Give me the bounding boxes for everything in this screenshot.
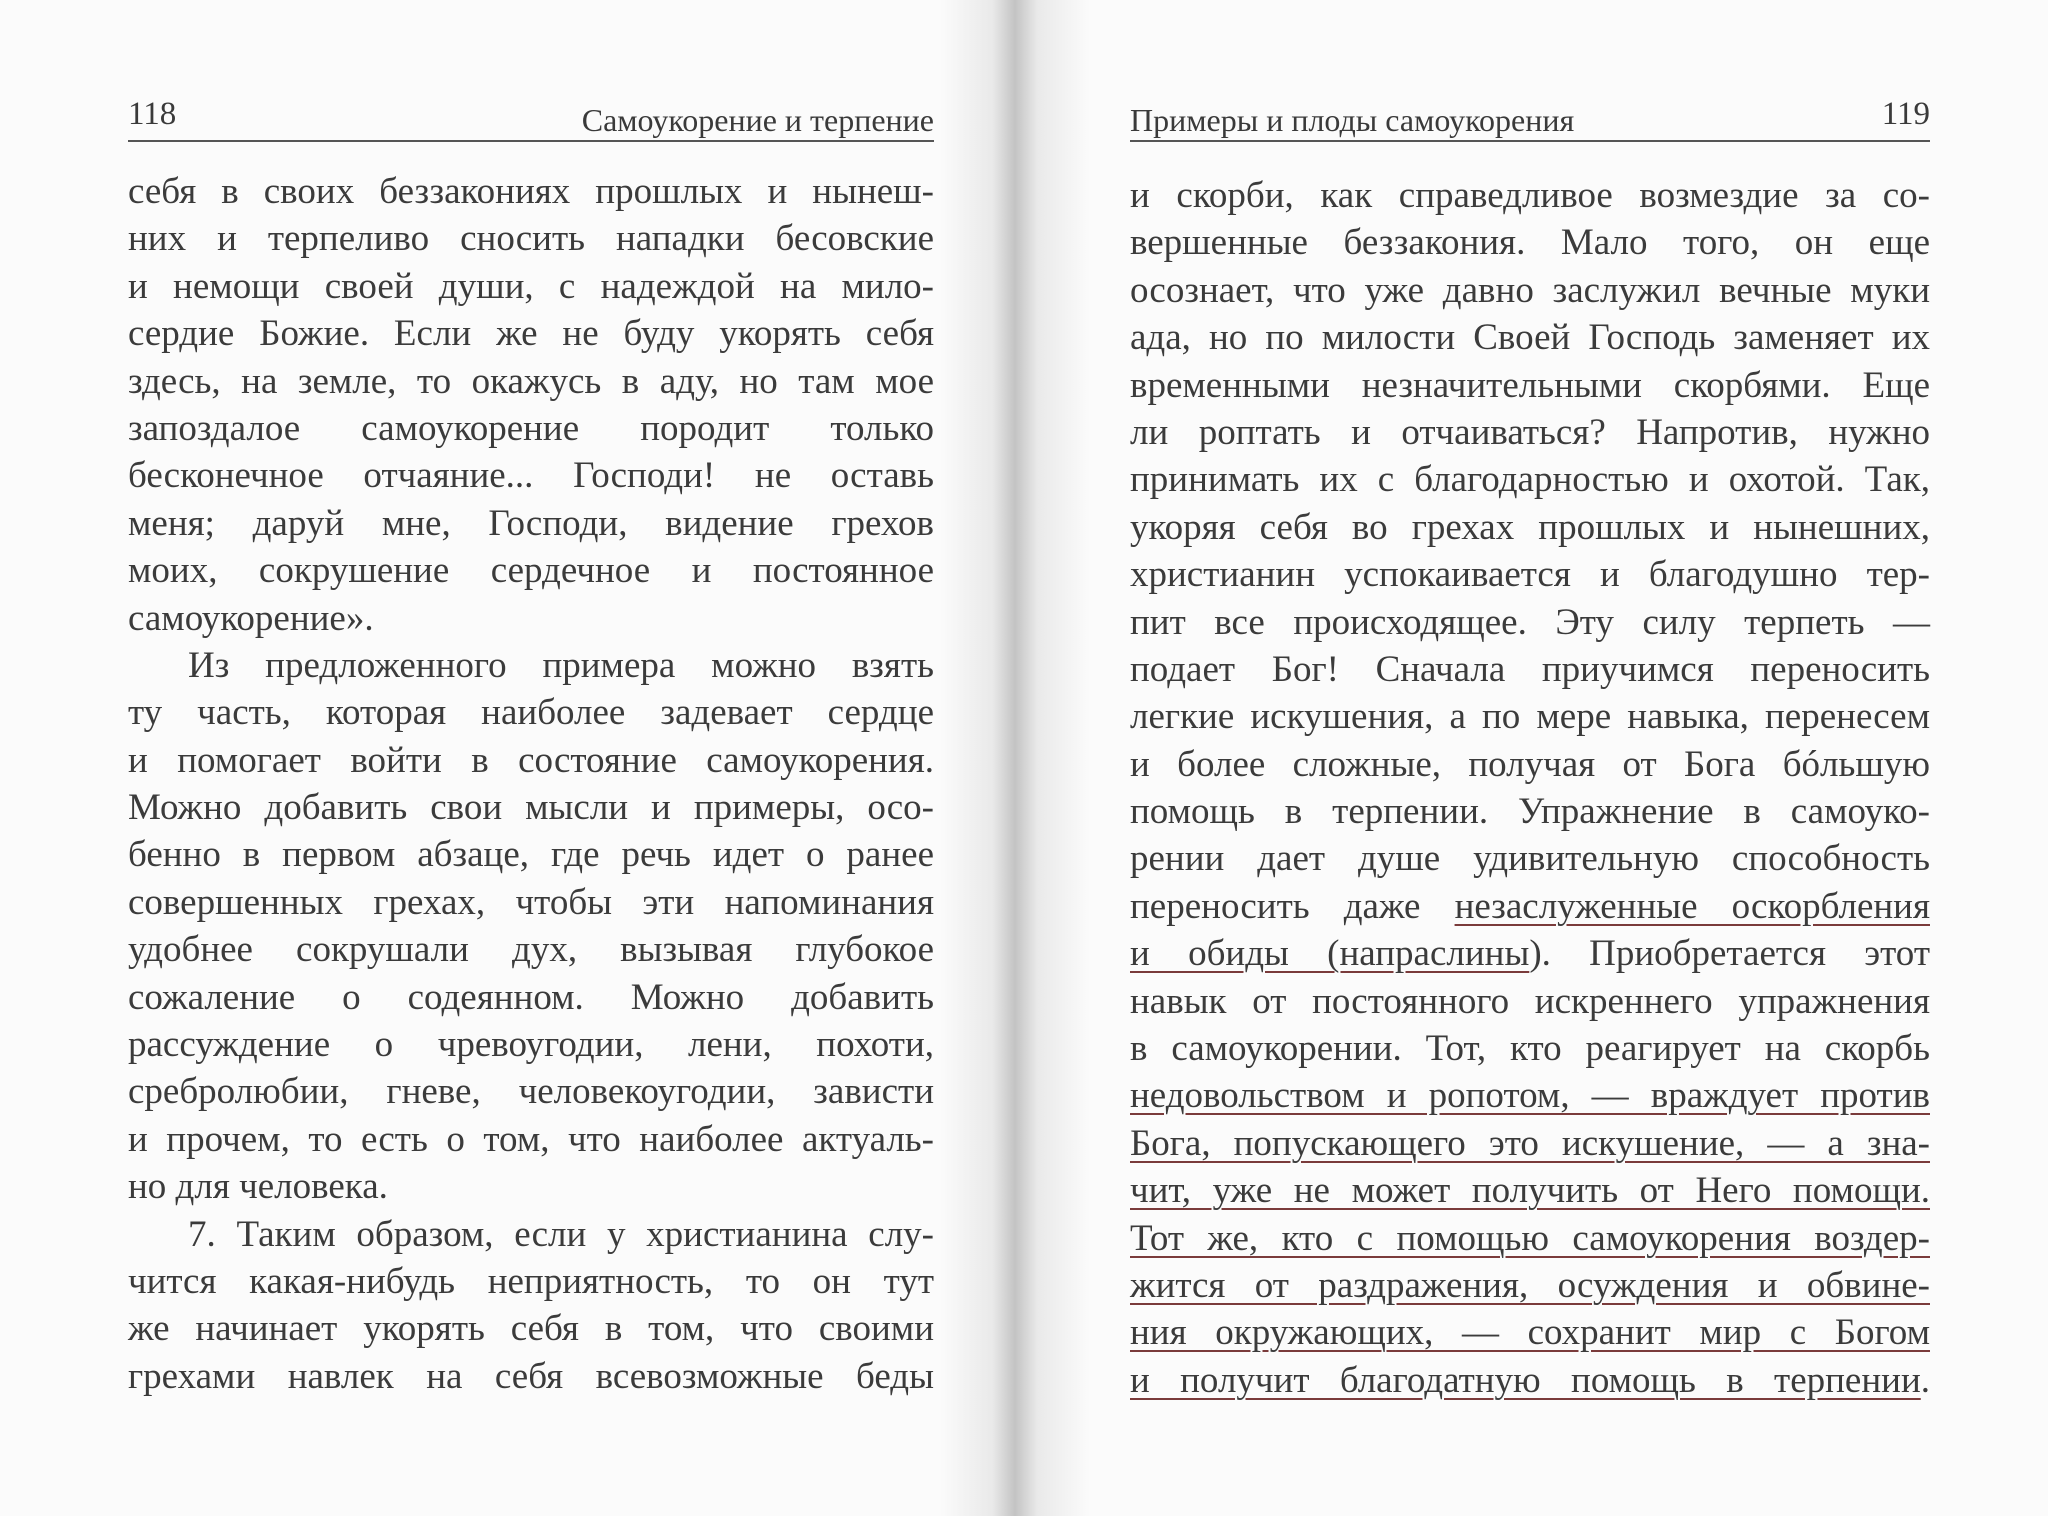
left-page bbox=[0, 0, 1000, 1516]
right-page-body bbox=[1130, 172, 1930, 1404]
text-line: чится какая-нибудь неприятность, то он тут bbox=[128, 1260, 934, 1302]
text-line: христианин успокаивается и благодушно тер- bbox=[1130, 554, 1930, 596]
text-line: подает Бог! Сначала приучимся переносить bbox=[1130, 648, 1930, 690]
left-page-header bbox=[128, 96, 934, 142]
right-page-header bbox=[1130, 96, 1930, 142]
text-line bbox=[1130, 1262, 1930, 1309]
text-line: и помогает войти в состояние самоукорения. bbox=[128, 739, 934, 781]
left-running-title: Самоукорение и терпение bbox=[581, 102, 934, 138]
text-line: грехами навлек на себя всевозможные беды bbox=[128, 1355, 934, 1397]
underlined-text: и обиды (напраслины bbox=[1130, 933, 1530, 975]
text-line: бесконечное отчаяние... Господи! не оставь bbox=[128, 455, 934, 497]
text-line: самоукорение». bbox=[128, 597, 374, 639]
text-line: помощь в терпении. Упражнение в самоуко- bbox=[1130, 791, 1930, 833]
text-line: совершенных грехах, чтобы эти напоминания bbox=[128, 881, 934, 923]
text-line: и прочем, то есть о том, что наиболее актуаль- bbox=[128, 1118, 934, 1160]
text-line: осознает, что уже давно заслужил вечные муки bbox=[1130, 269, 1930, 311]
text-line: рении дает душе удивительную способность bbox=[1130, 838, 1930, 880]
text-line bbox=[1130, 1072, 1930, 1119]
text-line: и скорби, как справедливое возмездие за со- bbox=[1130, 175, 1930, 216]
text-line bbox=[1130, 1120, 1930, 1167]
underlined-text: незаслуженные оскорбления bbox=[1454, 885, 1930, 927]
text-line: и немощи своей души, с надеждой на мило- bbox=[128, 265, 934, 307]
underlined-text: ния окружающих, — сохранит мир с Богом bbox=[1130, 1312, 1930, 1354]
text-line: 7. Таким образом, если у христианина слу- bbox=[188, 1213, 934, 1255]
text-line: сожаление о содеянном. Можно добавить bbox=[128, 976, 934, 1018]
text-line: вершенные беззакония. Мало того, он еще bbox=[1130, 222, 1930, 264]
text-line: ада, но по милости Своей Господь заменяет их bbox=[1130, 317, 1930, 359]
text-line: легкие искушения, а по мере навыка, перенесем bbox=[1130, 696, 1930, 738]
underlined-text: Бога, попускающего это искушение, — а зна- bbox=[1130, 1122, 1930, 1164]
text-line bbox=[1130, 1309, 1930, 1356]
right-page bbox=[1000, 0, 2048, 1516]
text-line: сердие Божие. Если же не буду укорять себя bbox=[128, 313, 934, 355]
underlined-text: чит, уже не может получить от Него помощи. bbox=[1130, 1170, 1930, 1212]
text-line: запоздалое самоукорение породит только bbox=[128, 407, 934, 449]
text-line bbox=[1130, 1357, 1930, 1404]
text-line: Из предложенного примера можно взять bbox=[188, 644, 934, 686]
text-line: принимать их с благодарностью и охотой. Так, bbox=[1130, 459, 1930, 501]
text-line: ту часть, которая наиболее задевает сердце bbox=[128, 692, 934, 734]
right-page-number: 119 bbox=[1881, 96, 1930, 132]
text-line: моих, сокрушение сердечное и постоянное bbox=[128, 550, 934, 592]
text-line: здесь, на земле, то окажусь в аду, но там мое bbox=[128, 360, 934, 402]
text-line bbox=[1130, 1167, 1930, 1214]
text-line: рассуждение о чревоугодии, лени, похоти, bbox=[128, 1024, 934, 1066]
text-line: же начинает укорять себя в том, что своими bbox=[128, 1308, 934, 1350]
text-line: удобнее сокрушали дух, вызывая глубокое bbox=[128, 929, 934, 971]
text-line: пит все происходящее. Эту силу терпеть — bbox=[1130, 601, 1930, 643]
text-line: укоряя себя во грехах прошлых и нынешних, bbox=[1130, 506, 1930, 548]
text-line: бенно в первом абзаце, где речь идет о ранее bbox=[128, 834, 934, 876]
underlined-text: жится от раздражения, осуждения и обвине- bbox=[1130, 1264, 1930, 1306]
underlined-text: недовольством и ропотом, — враждует против bbox=[1130, 1075, 1930, 1117]
text-line: ли роптать и отчаиваться? Напротив, нужно bbox=[1130, 411, 1930, 453]
text-line: навык от постоянного искреннего упражнения bbox=[1130, 980, 1930, 1022]
text-line: и более сложные, получая от Бога бóльшую bbox=[1130, 743, 1930, 785]
underlined-text: и получит благодатную помощь в терпении bbox=[1130, 1359, 1921, 1401]
left-page-body bbox=[128, 168, 934, 1400]
text-line: меня; даруй мне, Господи, видение грехов bbox=[128, 502, 934, 544]
text-segment: . bbox=[1920, 1359, 1930, 1401]
text-line: сребролюбии, гневе, человекоугодии, зависти bbox=[128, 1071, 934, 1113]
text-line: себя в своих беззакониях прошлых и нынеш- bbox=[128, 171, 934, 212]
underlined-text: Тот же, кто с помощью самоукорения воздер- bbox=[1130, 1217, 1930, 1259]
text-line: временными незначительными скорбями. Еще bbox=[1130, 364, 1930, 406]
text-line bbox=[1130, 883, 1930, 930]
left-page-number: 118 bbox=[128, 96, 177, 132]
text-line bbox=[1130, 1215, 1930, 1262]
text-segment: переносить даже bbox=[1130, 885, 1455, 927]
right-running-title: Примеры и плоды самоукорения bbox=[1130, 102, 1575, 138]
text-line bbox=[1130, 930, 1930, 977]
text-segment: ). Приобретается этот bbox=[1529, 933, 1930, 975]
text-line: в самоукорении. Тот, кто реагирует на скорбь bbox=[1130, 1028, 1930, 1070]
text-line: но для человека. bbox=[128, 1166, 388, 1208]
text-line: Можно добавить свои мысли и примеры, осо- bbox=[128, 787, 934, 829]
text-line: них и терпеливо сносить нападки бесовские bbox=[128, 218, 934, 260]
